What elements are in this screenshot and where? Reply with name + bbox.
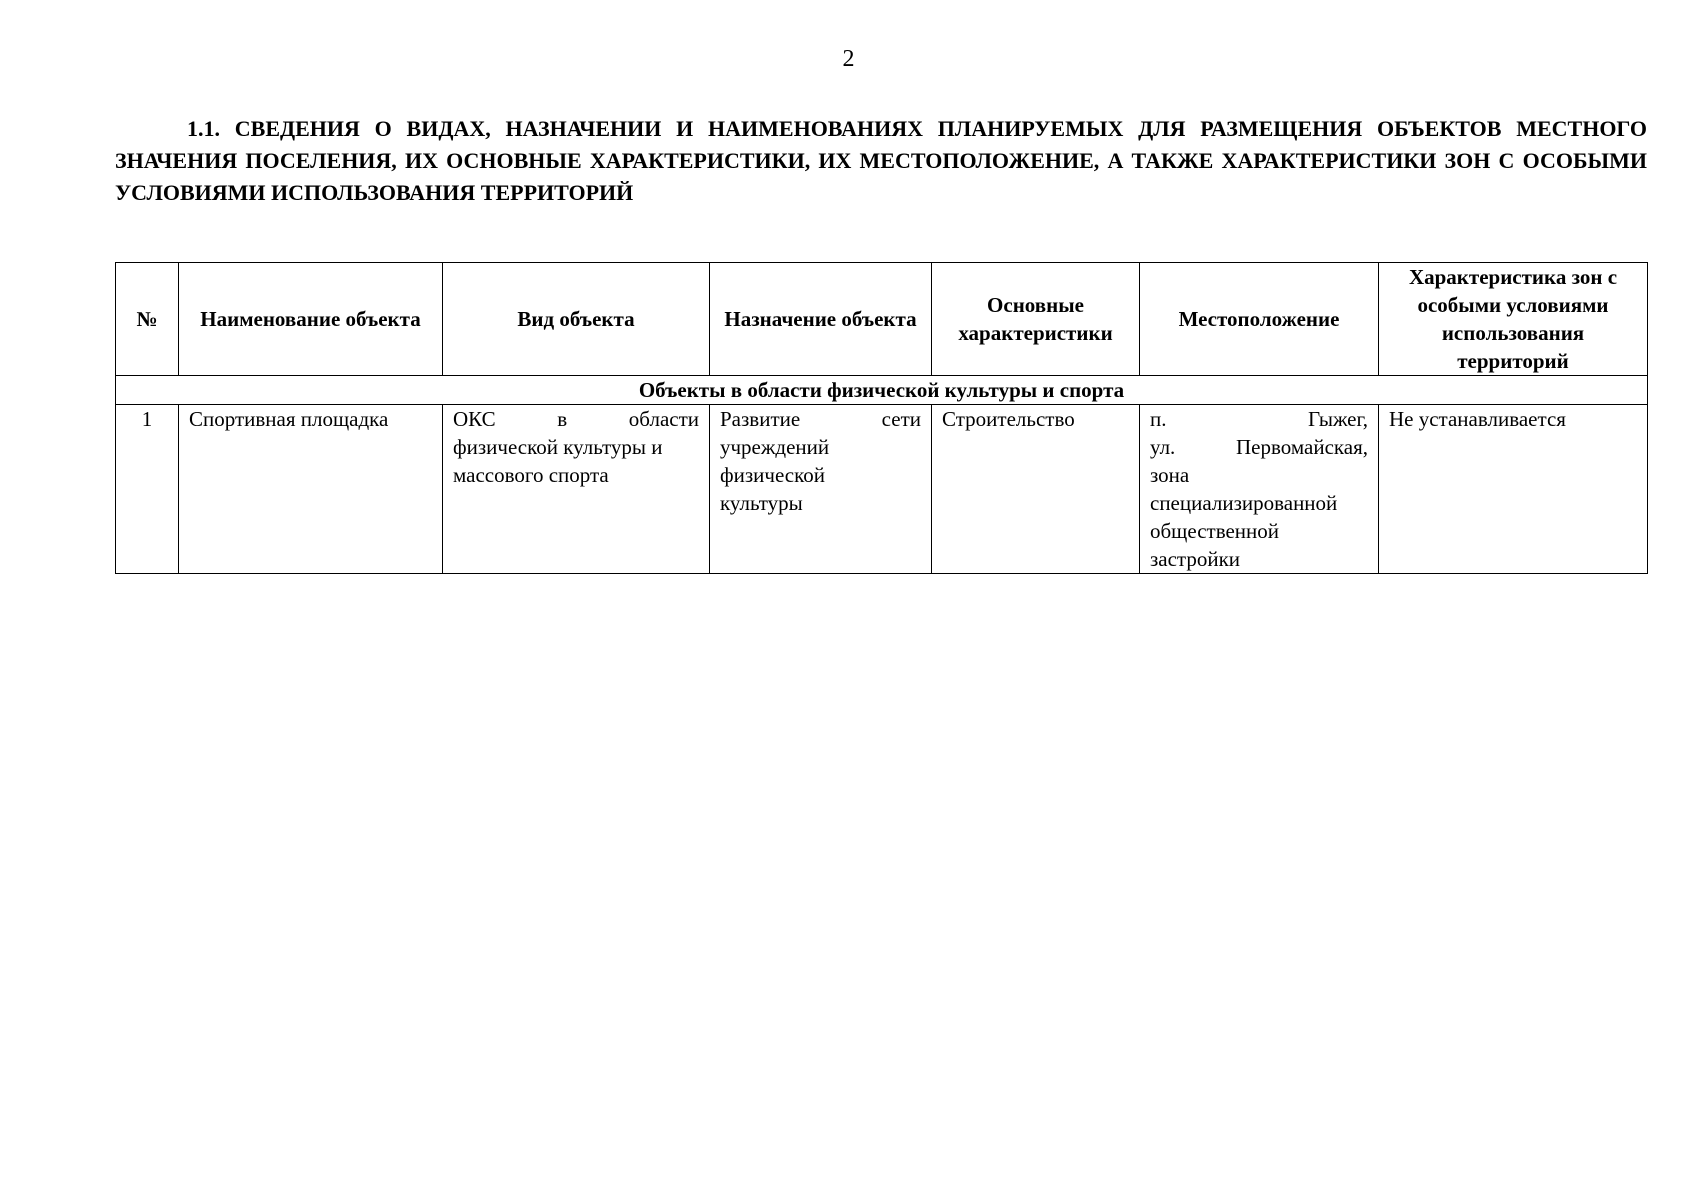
header-object-name: Наименование объекта	[179, 263, 443, 376]
header-zone-characteristics: Характеристика зон с особыми условиями использования территорий	[1379, 263, 1648, 376]
table-row	[116, 405, 1648, 574]
header-number: №	[116, 263, 179, 376]
cell-object-purpose	[710, 405, 932, 574]
text-fragment: ОКС	[453, 407, 496, 431]
text-fragment: Гыжег,	[1308, 407, 1368, 431]
cell-main-characteristics: Строительство	[932, 405, 1140, 574]
text-fragment: Развитие	[720, 407, 801, 431]
cell-object-type-line1	[453, 405, 699, 433]
table-header-row	[116, 263, 1648, 376]
header-object-type: Вид объекта	[443, 263, 710, 376]
page-number: 2	[842, 46, 855, 72]
objects-table	[115, 262, 1648, 574]
header-object-purpose: Назначение объекта	[710, 263, 932, 376]
text-fragment: области	[628, 407, 699, 431]
cell-object-type-rest: физической культуры и массового спорта	[453, 435, 663, 487]
header-location: Местоположение	[1140, 263, 1379, 376]
cell-location-rest: зона специализированной общественной застройки	[1150, 463, 1338, 571]
cell-object-purpose-line1	[720, 405, 921, 433]
text-fragment: ул.	[1150, 435, 1176, 459]
cell-location-line2	[1150, 433, 1368, 461]
cell-object-name: Спортивная площадка	[179, 405, 443, 574]
table-section-row	[116, 376, 1648, 405]
section-heading: 1.1. СВЕДЕНИЯ О ВИДАХ, НАЗНАЧЕНИИ И НАИМЕНОВАНИЯХ ПЛАНИРУЕМЫХ ДЛЯ РАЗМЕЩЕНИЯ ОБЪЕКТОВ МЕСТНОГО ЗНАЧЕНИЯ ПОСЕЛЕНИЯ, ИХ ОСНОВНЫЕ ХАРАКТЕРИСТИКИ, ИХ МЕСТОПОЛОЖЕНИЕ, А ТАКЖЕ ХАРАКТЕРИСТИКИ ЗОН С ОСОБЫМИ УСЛОВИЯМИ ИСПОЛЬЗОВАНИЯ ТЕРРИТОРИЙ	[115, 116, 1647, 205]
section-title: Объекты в области физической культуры и спорта	[116, 376, 1648, 405]
header-main-characteristics: Основные характеристики	[932, 263, 1140, 376]
cell-zone-characteristics: Не устанавливается	[1379, 405, 1648, 574]
cell-location-line1	[1150, 405, 1368, 433]
text-fragment: п.	[1150, 407, 1167, 431]
cell-object-type	[443, 405, 710, 574]
cell-number: 1	[116, 405, 179, 574]
cell-object-purpose-rest: учреждений физической культуры	[720, 435, 830, 515]
text-fragment: в	[557, 407, 568, 431]
cell-location	[1140, 405, 1379, 574]
text-fragment: Первомайская,	[1236, 435, 1368, 459]
text-fragment: сети	[881, 407, 921, 431]
